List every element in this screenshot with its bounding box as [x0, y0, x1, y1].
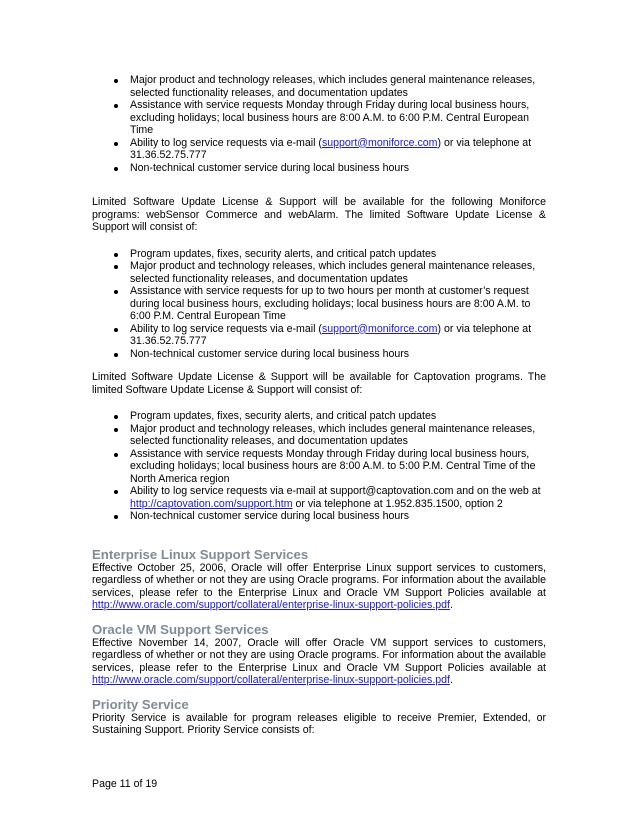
captovation-limited-intro: Limited Software Update License & Support will be available for Captovation programs. The limited Software Update License & Support will consist of:	[92, 371, 546, 396]
oracle-vm-heading: Oracle VM Support Services	[92, 621, 269, 637]
captovation-support-link[interactable]: http://captovation.com/support.htm	[130, 497, 293, 510]
oracle-vm-policy-link[interactable]: http://www.oracle.com/support/collateral/enterprise-linux-support-policies.pdf	[92, 674, 450, 686]
bullet-icon	[114, 428, 118, 432]
page-number: Page 11 of 19	[92, 778, 158, 790]
list-item: Non-technical customer service during local business hours	[92, 510, 546, 523]
list-item: Major product and technology releases, which includes general maintenance releases, selected functionality releases, and documentation updates	[92, 423, 546, 448]
oracle-vm-paragraph: Effective November 14, 2007, Oracle will offer Oracle VM support services to customers, regardless of whether or not they are using Oracle programs. For information about the available services, please refer to the Enterprise Linux and Oracle VM Support Policies available at http://www.oracle.com/support/collateral/enterprise-linux-support-policies.pdf.	[92, 636, 546, 686]
bullet-icon	[114, 167, 118, 171]
enterprise-linux-paragraph: Effective October 25, 2006, Oracle will offer Enterprise Linux support services to customers, regardless of whether or not they are using Oracle programs. For information about the available services, please refer to the Enterprise Linux and Oracle VM Support Policies available at http://www.oracle.com/support/collateral/enterprise-linux-support-policies.pdf.	[92, 561, 546, 611]
bullet-icon	[114, 253, 118, 257]
captovation-limited-support-list	[92, 410, 546, 523]
list-item: Non-technical customer service during local business hours	[92, 162, 546, 175]
list-item: Program updates, fixes, security alerts, and critical patch updates	[92, 410, 546, 423]
bullet-icon	[114, 415, 118, 419]
enterprise-linux-heading: Enterprise Linux Support Services	[92, 546, 309, 562]
enterprise-linux-policy-link[interactable]: http://www.oracle.com/support/collateral/enterprise-linux-support-policies.pdf	[92, 599, 450, 611]
moniforce-email-link[interactable]: support@moniforce.com	[321, 136, 438, 149]
bullet-icon	[114, 453, 118, 457]
bullet-icon	[114, 79, 118, 83]
bullet-icon	[114, 104, 118, 108]
list-item: Assistance with service requests for up to two hours per month at customer’s request during local business hours, excluding holidays; local business hours are 8:00 A.M. to 6:00 P.M. Central European Time	[92, 285, 546, 323]
bullet-icon	[114, 290, 118, 294]
moniforce-limited-intro: Limited Software Update License & Support will be available for the following Moniforce programs: webSensor Commerce and webAlarm. The limited Software Update License & Support will consist of:	[92, 196, 546, 233]
list-item: Ability to log service requests via e-mail at support@captovation.com and on the web at http://captovation.com/support.htm or via telephone at 1.952.835.1500, option 2	[92, 485, 546, 510]
list-item: Non-technical customer service during local business hours	[92, 348, 546, 361]
bullet-icon	[114, 265, 118, 269]
list-item: Assistance with service requests Monday through Friday during local business hours, excluding holidays; local business hours are 8:00 A.M. to 5:00 P.M. Central Time of the North America region	[92, 448, 546, 486]
list-item: Program updates, fixes, security alerts, and critical patch updates	[92, 248, 546, 261]
list-item: Major product and technology releases, which includes general maintenance releases, selected functionality releases, and documentation updates	[92, 74, 546, 99]
moniforce-limited-support-list	[92, 248, 546, 361]
bullet-icon	[114, 515, 118, 519]
list-item: Assistance with service requests Monday through Friday during local business hours, excluding holidays; local business hours are 8:00 A.M. to 6:00 P.M. Central European Time	[92, 99, 546, 137]
bullet-icon	[114, 328, 118, 332]
moniforce-full-support-list	[92, 74, 546, 174]
list-item: Ability to log service requests via e-mail (support@moniforce.com) or via telephone at 31.36.52.75.777	[92, 137, 546, 162]
bullet-icon	[114, 490, 118, 494]
list-item: Ability to log service requests via e-mail (support@moniforce.com) or via telephone at 31.36.52.75.777	[92, 323, 546, 348]
moniforce-email-link[interactable]: support@moniforce.com	[321, 322, 438, 335]
priority-service-paragraph: Priority Service is available for program releases eligible to receive Premier, Extended, or Sustaining Support. Priority Service consists of:	[92, 711, 546, 736]
bullet-icon	[114, 353, 118, 357]
bullet-icon	[114, 142, 118, 146]
document-body	[92, 74, 546, 737]
list-item: Major product and technology releases, which includes general maintenance releases, selected functionality releases, and documentation updates	[92, 260, 546, 285]
priority-service-heading: Priority Service	[92, 696, 189, 712]
